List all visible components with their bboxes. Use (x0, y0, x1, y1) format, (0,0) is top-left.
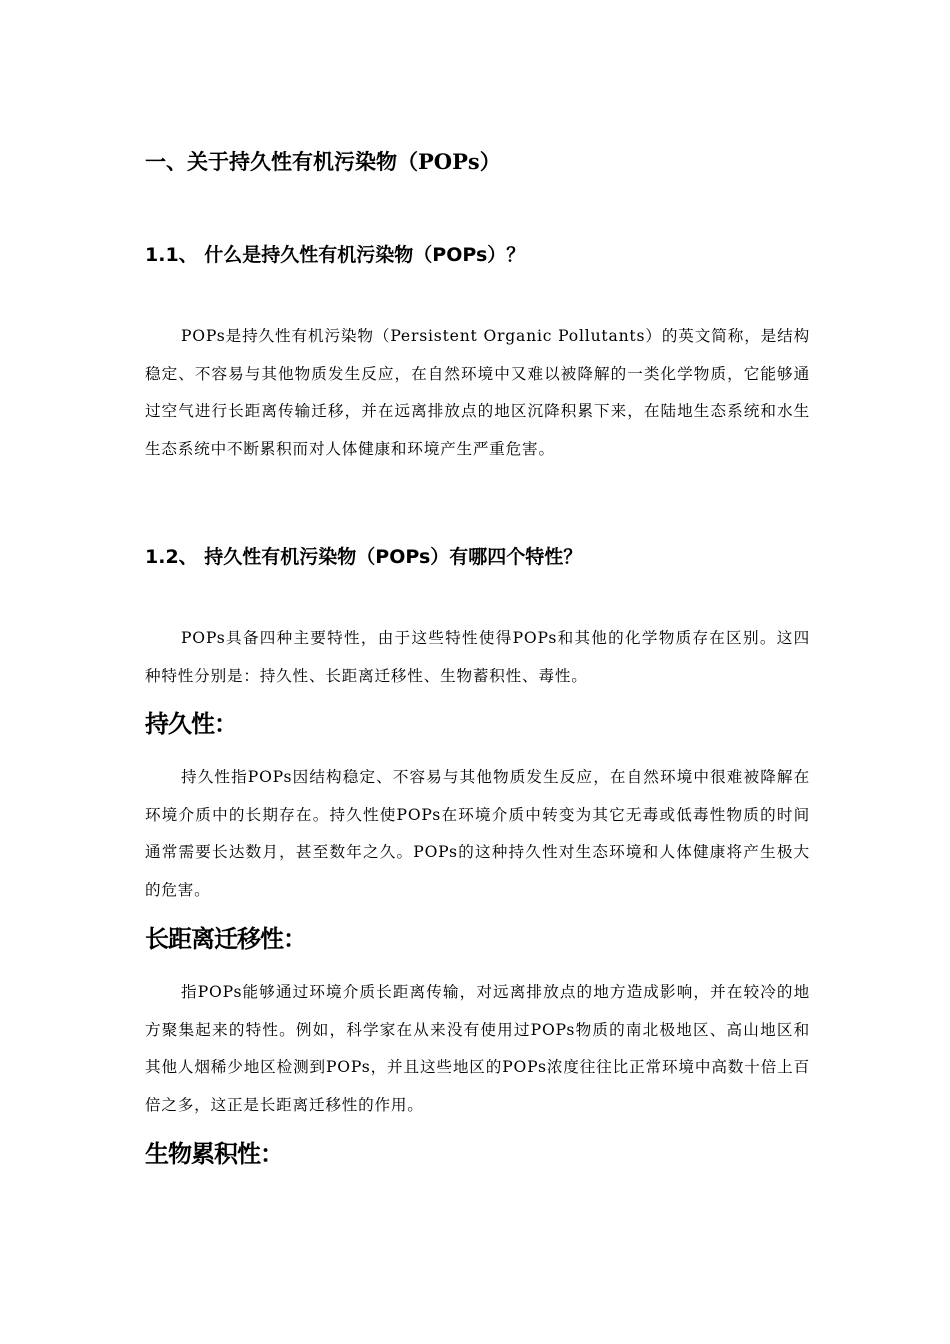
heading-persistence: 持久性： (145, 710, 237, 738)
heading-long-range-transport: 长距离迁移性： (145, 925, 306, 953)
section-title: 一、关于持久性有机污染物（POPs） (145, 149, 501, 174)
heading-bioaccumulation: 生物累积性： (145, 1140, 283, 1168)
heading-what-are-pops: 1.1、 什么是持久性有机污染物（POPs）？ (145, 244, 526, 266)
paragraph-four-characteristics: POPs具备四种主要特性，由于这些特性使得POPs和其他的化学物质存在区别。这四种特性分别是：持久性、长距离迁移性、生物蓄积性、毒性。 (145, 629, 810, 685)
heading-four-characteristics: 1.2、 持久性有机污染物（POPs）有哪四个特性？ (145, 546, 583, 568)
paragraph-long-range-transport: 指POPs能够通过环境介质长距离传输，对远离排放点的地方造成影响，并在较冷的地方聚集起来的特性。例如，科学家在从来没有使用过POPs物质的南北极地区、高山地区和其他人烟稀少地区检测到POPs，并且这些地区的POPs浓度往往比正常环境中高数十倍上百倍之多，这正是长距离迁移性的作用。 (145, 983, 810, 1114)
paragraph-pops-definition: POPs是持久性有机污染物（Persistent Organic Pollutants）的英文简称，是结构稳定、不容易与其他物质发生反应，在自然环境中又难以被降解的一类化学物质，它能够通过空气进行长距离传输迁移，并在远离排放点的地区沉降积累下来，在陆地生态系统和水生生态系统中不断累积而对人体健康和环境产生严重危害。 (145, 327, 810, 458)
paragraph-persistence: 持久性指POPs因结构稳定、不容易与其他物质发生反应，在自然环境中很难被降解在环境介质中的长期存在。持久性使POPs在环境介质中转变为其它无毒或低毒性物质的时间通常需要长达数月，甚至数年之久。POPs的这种持久性对生态环境和人体健康将产生极大的危害。 (145, 768, 810, 899)
